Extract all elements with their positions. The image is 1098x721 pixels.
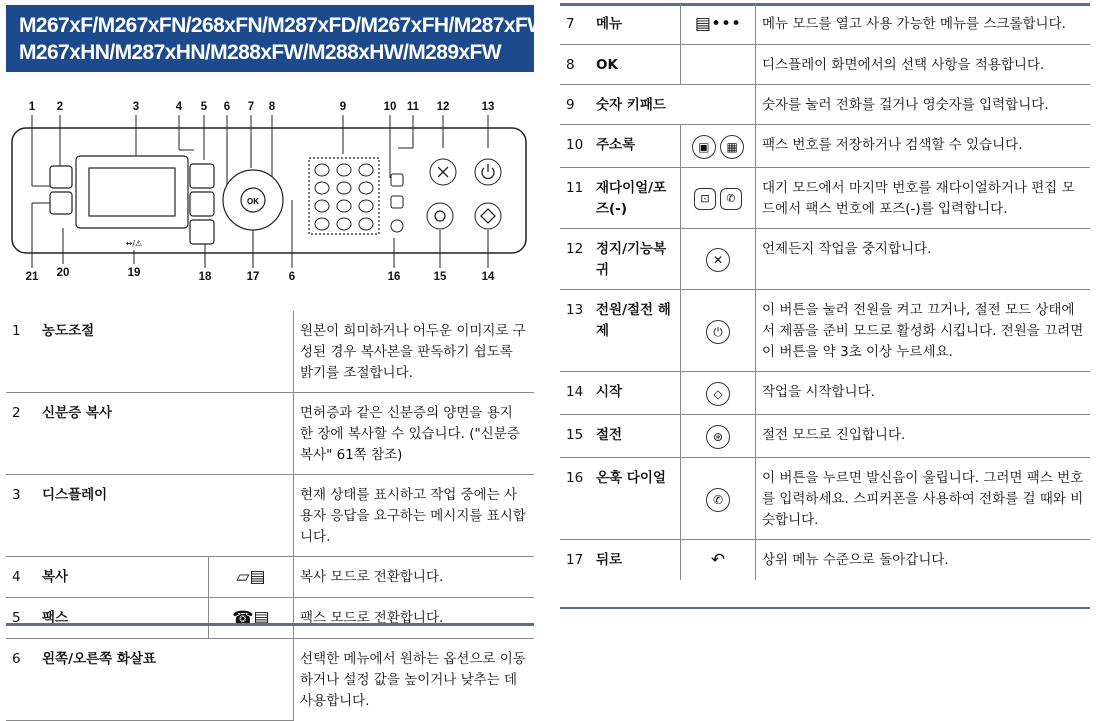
row-number: 10 (560, 125, 590, 168)
callout-14: 14 (481, 271, 495, 283)
table-row (6, 475, 534, 557)
control-panel-diagram (6, 88, 534, 292)
callout-4: 4 (175, 101, 183, 113)
callout-17: 17 (246, 271, 260, 283)
row-description: 대기 모드에서 마지막 번호를 재다이얼하거나 편집 모드에서 팩스 번호에 포즈(-)를 입력합니다. (756, 168, 1091, 229)
redial-pause-icon: ⊡ ✆ (681, 168, 756, 229)
row-number: 13 (560, 290, 590, 372)
table-row (560, 540, 1090, 581)
row-name: 팩스 (36, 598, 209, 639)
row-description: 메뉴 모드를 열고 사용 가능한 메뉴를 스크롤합니다. (756, 4, 1091, 45)
back-icon: ↶ (681, 540, 756, 581)
row-name: 숫자 키패드 (590, 85, 756, 125)
row-number: 11 (560, 168, 590, 229)
copy-icon: ▱▤ (209, 557, 294, 598)
table-row (560, 415, 1090, 458)
row-name: 절전 (590, 415, 681, 458)
table-row (6, 639, 534, 721)
row-name: 전원/절전 해제 (590, 290, 681, 372)
row-name: 디스플레이 (36, 475, 294, 557)
row-name: OK (590, 45, 681, 85)
model-banner-line2: M267xHN/M287xHN/M288xFW/M288xHW/M289xFW (19, 41, 501, 64)
row-number: 1 (6, 311, 36, 393)
row-description: 선택한 메뉴에서 원하는 옵션으로 이동하거나 설정 값을 높이거나 낮추는 데 사용합니다. (294, 639, 535, 721)
callout-8: 8 (268, 101, 276, 113)
row-description: 작업을 시작합니다. (756, 372, 1091, 415)
right-column (560, 0, 1090, 628)
callout-18: 18 (198, 271, 212, 283)
row-number: 15 (560, 415, 590, 458)
row-name: 신분증 복사 (36, 393, 294, 475)
left-bottom-rule (6, 623, 534, 626)
table-row (560, 125, 1090, 168)
row-number: 3 (6, 475, 36, 557)
callout-13: 13 (481, 101, 495, 113)
right-spec-table (560, 4, 1090, 580)
table-row (560, 229, 1090, 290)
svg-text:↔/⚠: ↔/⚠ (125, 239, 143, 248)
row-name: 온훅 다이얼 (590, 458, 681, 540)
row-name: 정지/기능복귀 (590, 229, 681, 290)
row-name: 재다이얼/포즈(-) (590, 168, 681, 229)
row-description: 이 버튼을 누르면 발신음이 울립니다. 그러면 팩스 번호를 입력하세요. 스피커폰을 사용하여 전화를 걸 때와 비슷합니다. (756, 458, 1091, 540)
callout-7: 7 (247, 101, 255, 113)
callout-21: 21 (25, 271, 39, 283)
row-description: 팩스 번호를 저장하거나 검색할 수 있습니다. (756, 125, 1091, 168)
row-number: 7 (560, 4, 590, 45)
callout-19: 19 (127, 267, 141, 279)
model-banner-line1: M267xF/M267xFN/268xFN/M287xFD/M267xFH/M287xFW/ (19, 14, 552, 37)
callout-1: 1 (28, 101, 36, 113)
table-row (560, 372, 1090, 415)
callout-11: 11 (406, 101, 420, 113)
row-description: 복사 모드로 전환합니다. (294, 557, 535, 598)
table-row (6, 557, 534, 598)
row-number: 5 (6, 598, 36, 639)
power-icon: ⏻ (681, 290, 756, 372)
table-row (560, 45, 1090, 85)
row-description: 언제든지 작업을 중지합니다. (756, 229, 1091, 290)
row-number: 12 (560, 229, 590, 290)
row-description: 현재 상태를 표시하고 작업 중에는 사용자 응답을 요구하는 메시지를 표시합니다. (294, 475, 535, 557)
row-name: 메뉴 (590, 4, 681, 45)
callout-6b: 6 (288, 271, 296, 283)
row-description: 면허증과 같은 신분증의 양면을 용지 한 장에 복사할 수 있습니다. ("신분증 복사" 61쪽 참조) (294, 393, 535, 475)
row-description: 팩스 모드로 전환합니다. (294, 598, 535, 639)
callout-5: 5 (200, 101, 208, 113)
row-name: 왼쪽/오른쪽 화살표 (36, 639, 294, 721)
stop-icon: ✕ (681, 229, 756, 290)
row-description: 절전 모드로 진입합니다. (756, 415, 1091, 458)
row-name: 농도조절 (36, 311, 294, 393)
table-row (560, 85, 1090, 125)
fax-icon: ☎▤ (209, 598, 294, 639)
callout-6: 6 (223, 101, 231, 113)
table-row (560, 458, 1090, 540)
row-description: 상위 메뉴 수준으로 돌아갑니다. (756, 540, 1091, 581)
row-description: 숫자를 눌러 전화를 걸거나 영숫자를 입력합니다. (756, 85, 1091, 125)
row-name: 시작 (590, 372, 681, 415)
callout-2: 2 (56, 101, 64, 113)
table-row (6, 393, 534, 475)
row-description: 디스플레이 화면에서의 선택 사항을 적용합니다. (756, 45, 1091, 85)
row-number: 9 (560, 85, 590, 125)
eco-icon: ⊛ (681, 415, 756, 458)
left-spec-table (6, 311, 534, 721)
menu-icon: ▤••• (681, 4, 756, 45)
callout-10: 10 (383, 101, 397, 113)
row-name: 주소록 (590, 125, 681, 168)
callout-20: 20 (56, 267, 70, 279)
callout-12: 12 (436, 101, 450, 113)
row-name: 뒤로 (596, 552, 623, 568)
row-number: 14 (560, 372, 590, 415)
row-number: 17 (566, 552, 584, 568)
table-row (6, 311, 534, 393)
model-banner (6, 5, 552, 72)
table-row (560, 4, 1090, 45)
callout-9: 9 (339, 101, 347, 113)
left-column (6, 0, 552, 709)
row-number: 16 (560, 458, 590, 540)
start-icon: ◇ (681, 372, 756, 415)
row-name: 복사 (36, 557, 209, 598)
row-number: 8 (560, 45, 590, 85)
table-row (6, 598, 534, 639)
row-number: 2 (6, 393, 36, 475)
svg-text:OK: OK (247, 197, 259, 206)
right-bottom-rule (560, 607, 1090, 609)
callout-16: 16 (387, 271, 401, 283)
callout-15: 15 (433, 271, 447, 283)
row-number: 6 (6, 639, 36, 721)
table-row (560, 290, 1090, 372)
row-number: 4 (6, 557, 36, 598)
row-description: 이 버튼을 눌러 전원을 켜고 끄거나, 절전 모드 상태에서 제품을 준비 모드로 활성화 시킵니다. 전원을 끄려면 이 버튼을 약 3초 이상 누르세요. (756, 290, 1091, 372)
callout-3: 3 (132, 101, 140, 113)
table-row (560, 168, 1090, 229)
row-description: 원본이 희미하거나 어두운 이미지로 구성된 경우 복사본을 판독하기 쉽도록 밝기를 조절합니다. (294, 311, 535, 393)
on-hook-dial-icon: ✆ (681, 458, 756, 540)
address-book-icon: ▣ ▦ (681, 125, 756, 168)
